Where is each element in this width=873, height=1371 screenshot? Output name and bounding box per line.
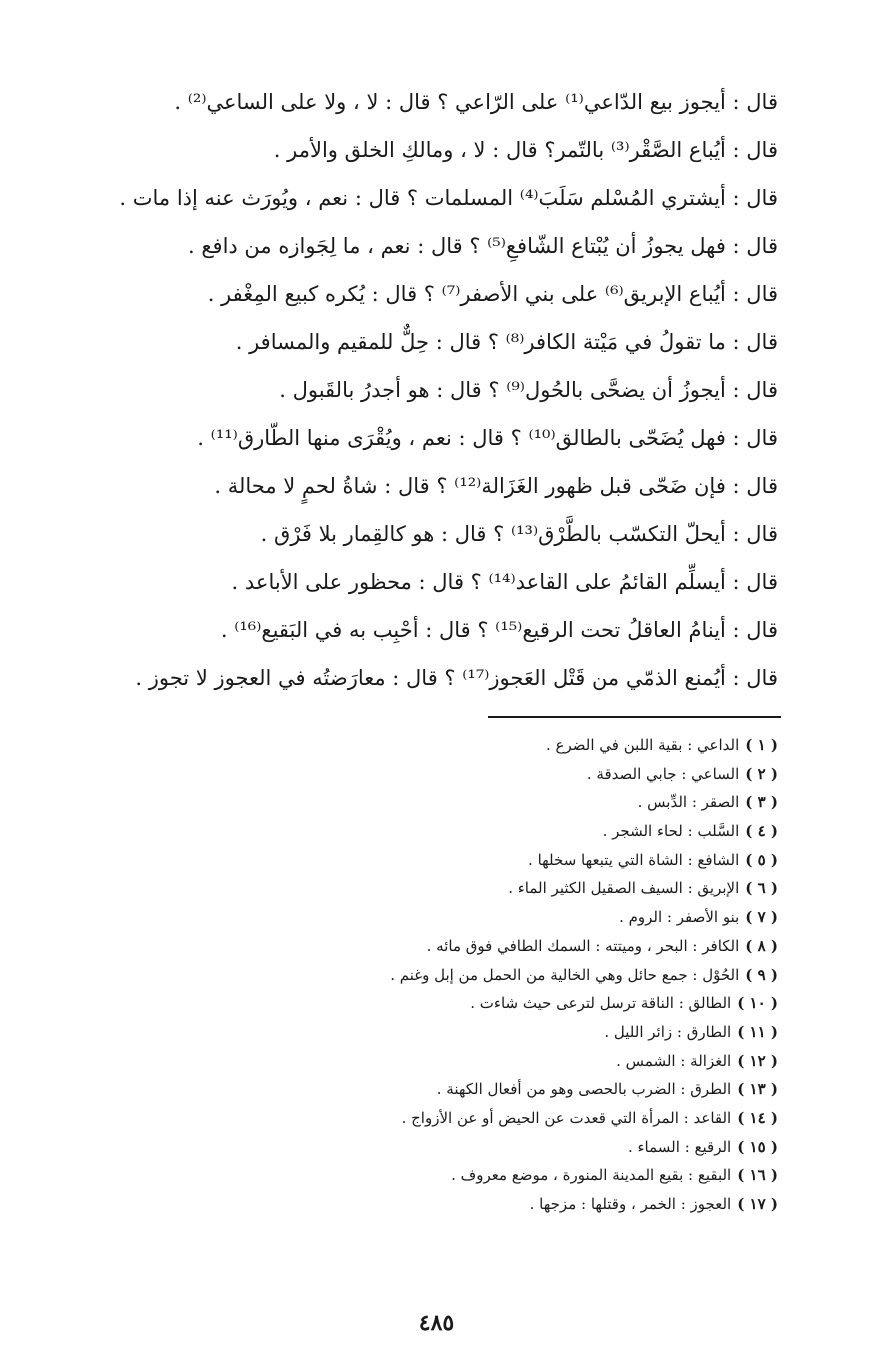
- footnote-text: الغزالة : الشمس .: [616, 1051, 732, 1070]
- footnote: [88, 1018, 778, 1047]
- footnote-number: ( ٤ ): [745, 822, 778, 841]
- main-line: قال : فإن ضَحّى قبل ظهور الغَزَالة⁽¹²⁾ ؟ قال : شاةُ لحمٍ لا محالة .: [214, 474, 778, 498]
- footnote-text: الكافر : البحر ، وميتته : السمك الطافي فوق مائه .: [426, 936, 740, 955]
- footnote-text: الطارق : زائر الليل .: [604, 1022, 732, 1041]
- footnote: [88, 1104, 778, 1133]
- footnote-number: ( ١٧ ): [737, 1195, 778, 1213]
- footnote-text: البقيع : بقيع المدينة المنورة ، موضع معروف .: [451, 1166, 732, 1185]
- footnote-number: ( ١١ ): [737, 1022, 778, 1041]
- footnote-number: ( ١٥ ): [737, 1137, 778, 1156]
- main-line: قال : أينامُ العاقلُ تحت الرقيع⁽¹⁵⁾ ؟ قال : أحْبِب به في البَقيع⁽¹⁶⁾ .: [220, 618, 778, 642]
- footnote-text: الطالق : الناقة ترسل لترعى حيث شاءت .: [470, 994, 732, 1013]
- footnote-number: ( ٧ ): [745, 908, 778, 927]
- main-text: [88, 80, 778, 704]
- footnote-text: الإبريق : السيف الصقيل الكثير الماء .: [508, 879, 740, 898]
- main-line: قال : أيسلِّم القائمُ على القاعد⁽¹⁴⁾ ؟ قال : محظور على الأباعد .: [231, 570, 778, 594]
- footnote: [88, 1075, 778, 1104]
- footnote: [88, 1133, 778, 1162]
- footnote-number: ( ١٢ ): [737, 1051, 778, 1070]
- main-line: قال : فهل يُضَحّى بالطالق⁽¹⁰⁾ ؟ قال : نعم ، ويُقْرَى منها الطّارق⁽¹¹⁾ .: [197, 426, 778, 450]
- page-number: ٤٨٥: [418, 1310, 455, 1336]
- footnote: [88, 1161, 778, 1190]
- footnote-text: الطرق : الضرب بالحصى وهو من أفعال الكهنة .: [436, 1080, 732, 1099]
- footnote: [88, 903, 778, 932]
- footnote-text: الشافع : الشاة التي يتبعها سخلها .: [528, 850, 740, 869]
- footnote-number: ( ٣ ): [745, 793, 778, 812]
- footnote-text: الحُوْل : جمع حائل وهي الخالية من الحمل من إبل وغنم .: [390, 965, 740, 984]
- footnote-number: ( ٢ ): [745, 764, 778, 783]
- main-line: قال : أيجوزُ أن يضحَّى بالحُول⁽⁹⁾ ؟ قال : هو أجدرُ بالقَبول .: [279, 378, 778, 402]
- footnote-text: القاعد : المرأة التي قعدت عن الحيض أو عن الأزواج .: [401, 1108, 732, 1127]
- footnote: [88, 788, 778, 817]
- footnote-text: الساعي : جابي الصدقة .: [586, 764, 740, 783]
- footnote-number: ( ١٦ ): [737, 1166, 778, 1185]
- footnote-text: الصقر : الدِّبس .: [637, 793, 740, 812]
- footnote-text: الداعي : بقية اللبن في الضرع .: [545, 736, 740, 754]
- main-line: قال : أيشتري المُسْلم سَلَبَ⁽⁴⁾ المسلمات ؟ قال : نعم ، ويُورَث عنه إذا مات .: [119, 186, 778, 210]
- footnote-number: ( ٦ ): [745, 879, 778, 898]
- footnotes: [88, 731, 778, 1219]
- footnote-number: ( ٨ ): [745, 936, 778, 955]
- footnote: [88, 1190, 778, 1219]
- footnote-number: ( ١٠ ): [737, 994, 778, 1013]
- main-line: قال : أيحلّ التكسّب بالطَّرْق⁽¹³⁾ ؟ قال : هو كالقِمار بلا فَرْق .: [260, 522, 778, 546]
- footnote: [88, 874, 778, 903]
- main-line: قال : أيجوز بيع الدّاعي⁽¹⁾ على الرّاعي ؟ قال : لا ، ولا على الساعي⁽²⁾ .: [174, 90, 778, 114]
- footnote: [88, 932, 778, 961]
- footnote-number: ( ١٤ ): [737, 1108, 778, 1127]
- footnote-text: السَّلب : لحاء الشجر .: [602, 822, 740, 841]
- footnote: [88, 817, 778, 846]
- main-line: قال : ما تقولُ في مَيْتة الكافر⁽⁸⁾ ؟ قال : حِلٌّ للمقيم والمسافر .: [235, 330, 778, 354]
- footnote-divider: [488, 716, 781, 718]
- main-line: قال : أيُمنع الذمّي من قَتْل العَجوز⁽¹⁷⁾ ؟ قال : معارَضتُه في العجوز لا تجوز .: [135, 666, 778, 690]
- footnote: [88, 760, 778, 789]
- main-line: قال : أيُباع الصَّقْر⁽³⁾ بالتّمر؟ قال : لا ، ومالكِ الخلق والأمر .: [273, 138, 778, 162]
- footnote: [88, 961, 778, 990]
- footnote-number: ( ٩ ): [745, 965, 778, 984]
- footnote: [88, 989, 778, 1018]
- main-line: قال : أيُباع الإبريق⁽⁶⁾ على بني الأصفر⁽⁷⁾ ؟ قال : يُكره كبيع المِغْفر .: [207, 282, 778, 306]
- footnote: [88, 846, 778, 875]
- footnote-number: ( ١٣ ): [737, 1080, 778, 1099]
- footnote-number: ( ٥ ): [745, 850, 778, 869]
- footnote-text: الرقيع : السماء .: [627, 1137, 732, 1156]
- main-line: قال : فهل يجوزُ أن يُبْتاع الشّافعِ⁽⁵⁾ ؟ قال : نعم ، ما لِجَوازه من دافع .: [188, 234, 778, 258]
- footnote: [88, 731, 778, 760]
- footnote-text: العجوز : الخمر ، وقتلها : مزجها .: [529, 1195, 732, 1213]
- footnote-text: بنو الأصفر : الروم .: [619, 908, 740, 927]
- footnote-number: ( ١ ): [745, 736, 778, 754]
- footnote: [88, 1047, 778, 1076]
